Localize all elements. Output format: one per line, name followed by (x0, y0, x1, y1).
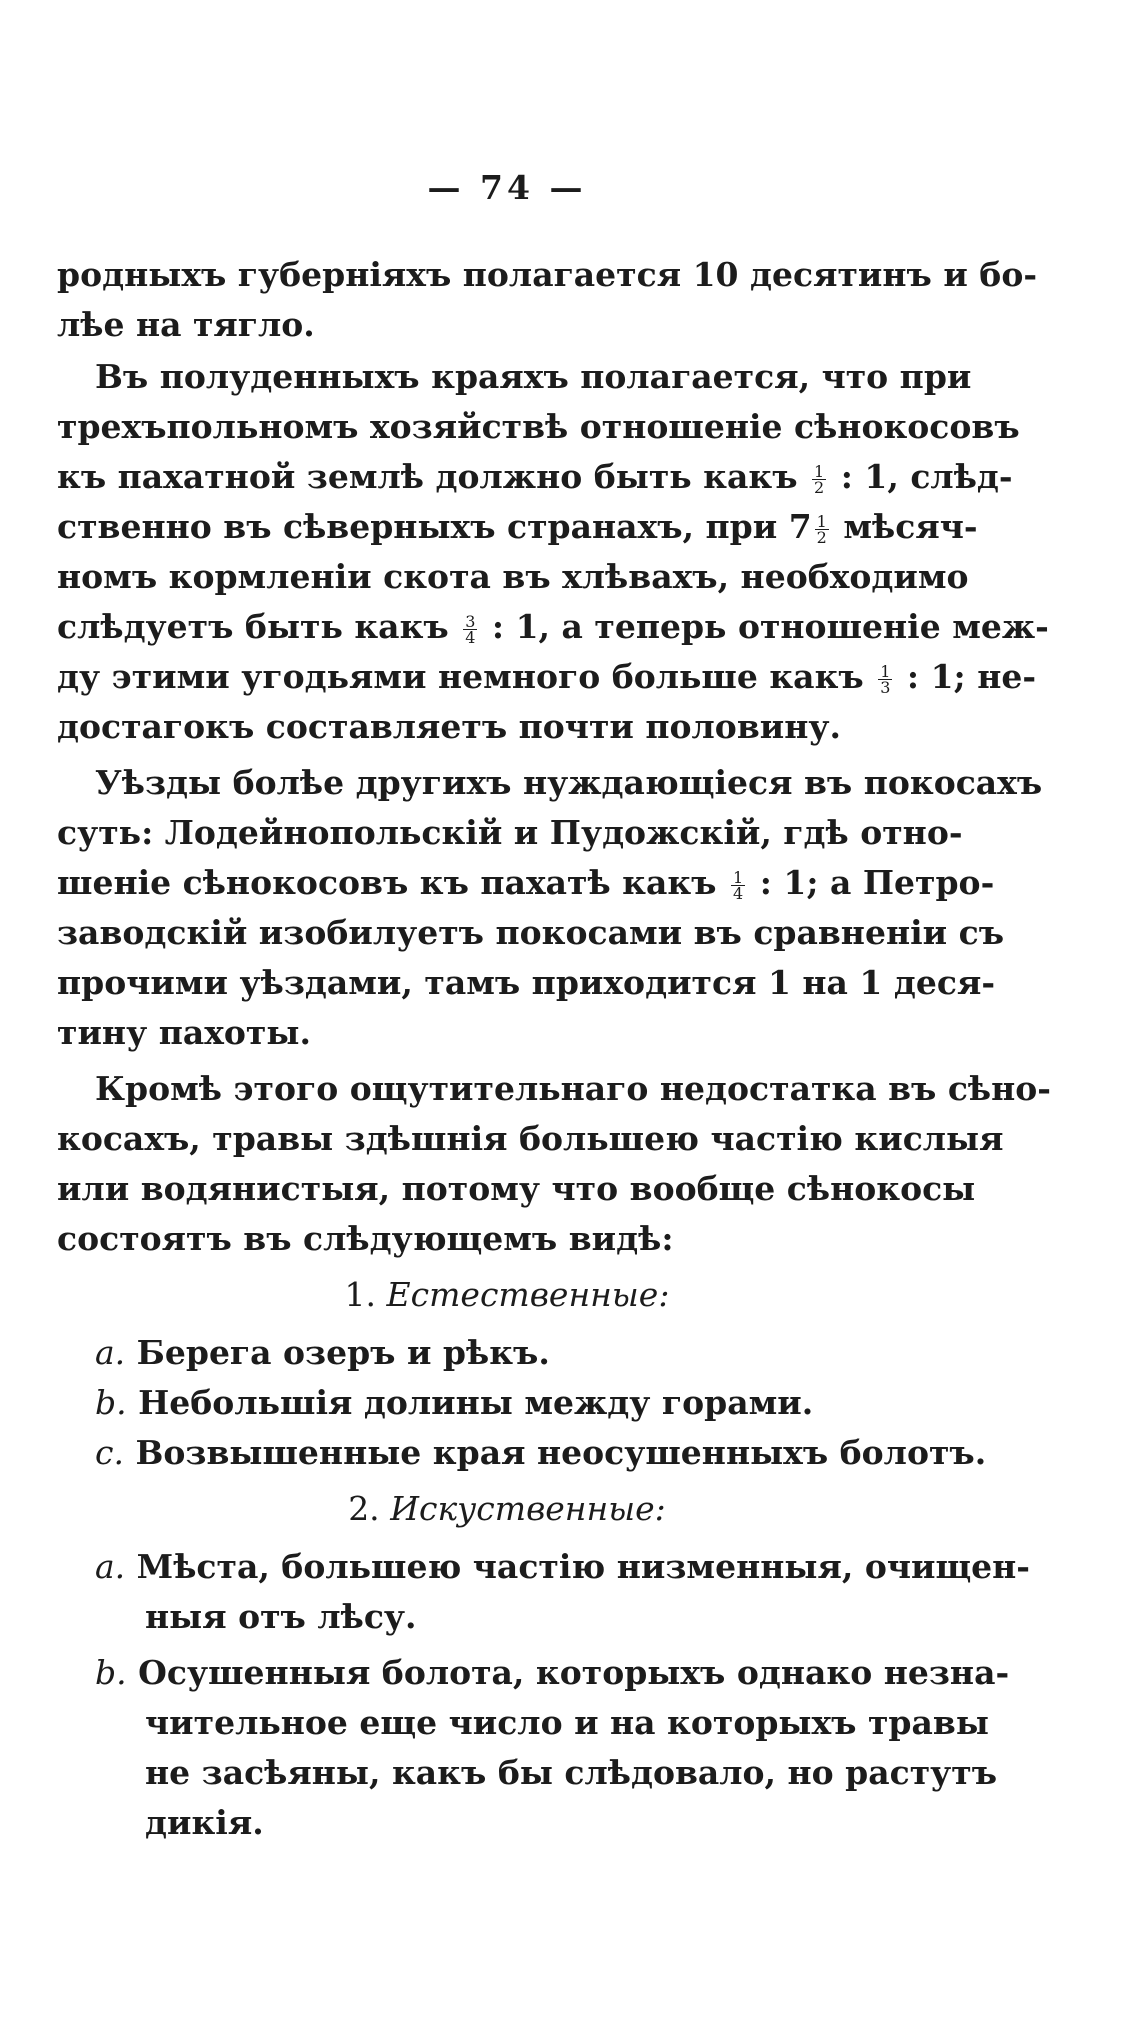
text-segment: : 1; а Петро- (759, 863, 995, 902)
text-line: суть: Лодейнопольскій и Пудожскій, гдѣ отно- (57, 813, 963, 852)
fraction-numerator: 1 (880, 661, 891, 681)
list-item (57, 1542, 1031, 1592)
text-line-with-fraction (57, 652, 1037, 702)
list-item-text: Осушенныя болота, которыхъ однако незна- (138, 1653, 1010, 1692)
text-line: достагокъ составляетъ почти половину. (57, 707, 841, 746)
text-line: Въ полуденныхъ краяхъ полагается, что при (95, 357, 972, 396)
text-segment: слѣдуетъ быть какъ (57, 607, 449, 646)
text-segment: ственно въ сѣверныхъ странахъ, при 7 (57, 507, 812, 546)
list-item (57, 1378, 995, 1428)
list-marker: a. (95, 1333, 126, 1372)
text-line: заводскій изобилуетъ покосами въ сравненіи съ (57, 913, 1005, 952)
text-line: или водянистыя, потому что вообще сѣнокосы (57, 1169, 976, 1208)
list-item-continuation: дикія. (145, 1803, 264, 1842)
section-number: 2. (348, 1489, 380, 1528)
section-heading-1 (57, 1270, 957, 1320)
fraction-numerator: 1 (733, 867, 744, 887)
fraction-three-quarters (463, 611, 477, 647)
list-marker: a. (95, 1547, 126, 1586)
list-marker: b. (95, 1653, 127, 1692)
text-line: трехъпольномъ хозяйствѣ отношеніе сѣнокосовъ (57, 407, 1020, 446)
text-line: тину пахоты. (57, 1013, 311, 1052)
text-line: Кромѣ этого ощутительнаго недостатка въ сѣно- (95, 1069, 1051, 1108)
text-line: Уѣзды болѣе другихъ нуждающіеся въ покосахъ (95, 763, 1043, 802)
fraction-numerator: 1 (814, 461, 825, 481)
list-marker: b. (95, 1383, 127, 1422)
text-line: лѣе на тягло. (57, 305, 315, 344)
list-item (57, 1428, 995, 1478)
text-segment: : 1, а теперь отношеніе меж- (491, 607, 1049, 646)
fraction-denominator: 2 (814, 477, 825, 497)
fraction-quarter (731, 867, 745, 903)
fraction-denominator: 2 (816, 527, 827, 547)
section-title: Естественные: (386, 1275, 670, 1314)
text-line-with-fraction (57, 858, 995, 908)
fraction-numerator: 3 (465, 611, 476, 631)
list-item-text: Берега озеръ и рѣкъ. (136, 1333, 550, 1372)
fraction-denominator: 3 (880, 677, 891, 697)
list-item-continuation: ныя отъ лѣсу. (145, 1597, 417, 1636)
text-segment: ду этими угодьями немного больше какъ (57, 657, 864, 696)
list-marker: c. (95, 1433, 124, 1472)
list-item-continuation: чительное еще число и на которыхъ травы (145, 1703, 989, 1742)
section-number: 1. (344, 1275, 377, 1314)
text-segment: мѣсяч- (843, 507, 978, 546)
text-line-with-fraction (57, 502, 978, 552)
list-item (57, 1648, 1010, 1698)
text-line-with-fraction (57, 452, 1013, 502)
text-segment: : 1; не- (906, 657, 1037, 696)
text-segment: шеніе сѣнокосовъ къ пахатѣ какъ (57, 863, 717, 902)
fraction-third (878, 661, 892, 697)
list-item-text: Мѣста, большею частію низменныя, очищен- (136, 1547, 1031, 1586)
section-title: Искуственные: (390, 1489, 666, 1528)
fraction-half (812, 461, 826, 497)
fraction-half (815, 511, 829, 547)
text-line: состоятъ въ слѣдующемъ видѣ: (57, 1219, 674, 1258)
text-line: косахъ, травы здѣшнія большею частію кислыя (57, 1119, 1004, 1158)
text-line-with-fraction (57, 602, 1049, 652)
list-item (57, 1328, 995, 1378)
text-line: номъ кормленіи скота въ хлѣвахъ, необходимо (57, 557, 969, 596)
list-item-text: Возвышенные края неосушенныхъ болотъ. (135, 1433, 987, 1472)
text-line: родныхъ губерніяхъ полагается 10 десятинъ и бо- (57, 255, 1038, 294)
fraction-denominator: 4 (733, 883, 744, 903)
text-line: прочими уѣздами, тамъ приходится 1 на 1 деся- (57, 963, 996, 1002)
text-segment: : 1, слѣд- (840, 457, 1013, 496)
fraction-numerator: 1 (816, 511, 827, 531)
list-item-text: Небольшія долины между горами. (138, 1383, 814, 1422)
page-number: — 74 — (427, 168, 587, 207)
text-segment: къ пахатной землѣ должно быть какъ (57, 457, 798, 496)
section-heading-2 (57, 1484, 957, 1534)
fraction-denominator: 4 (465, 627, 476, 647)
list-item-continuation: не засѣяны, какъ бы слѣдовало, но растутъ (145, 1753, 998, 1792)
